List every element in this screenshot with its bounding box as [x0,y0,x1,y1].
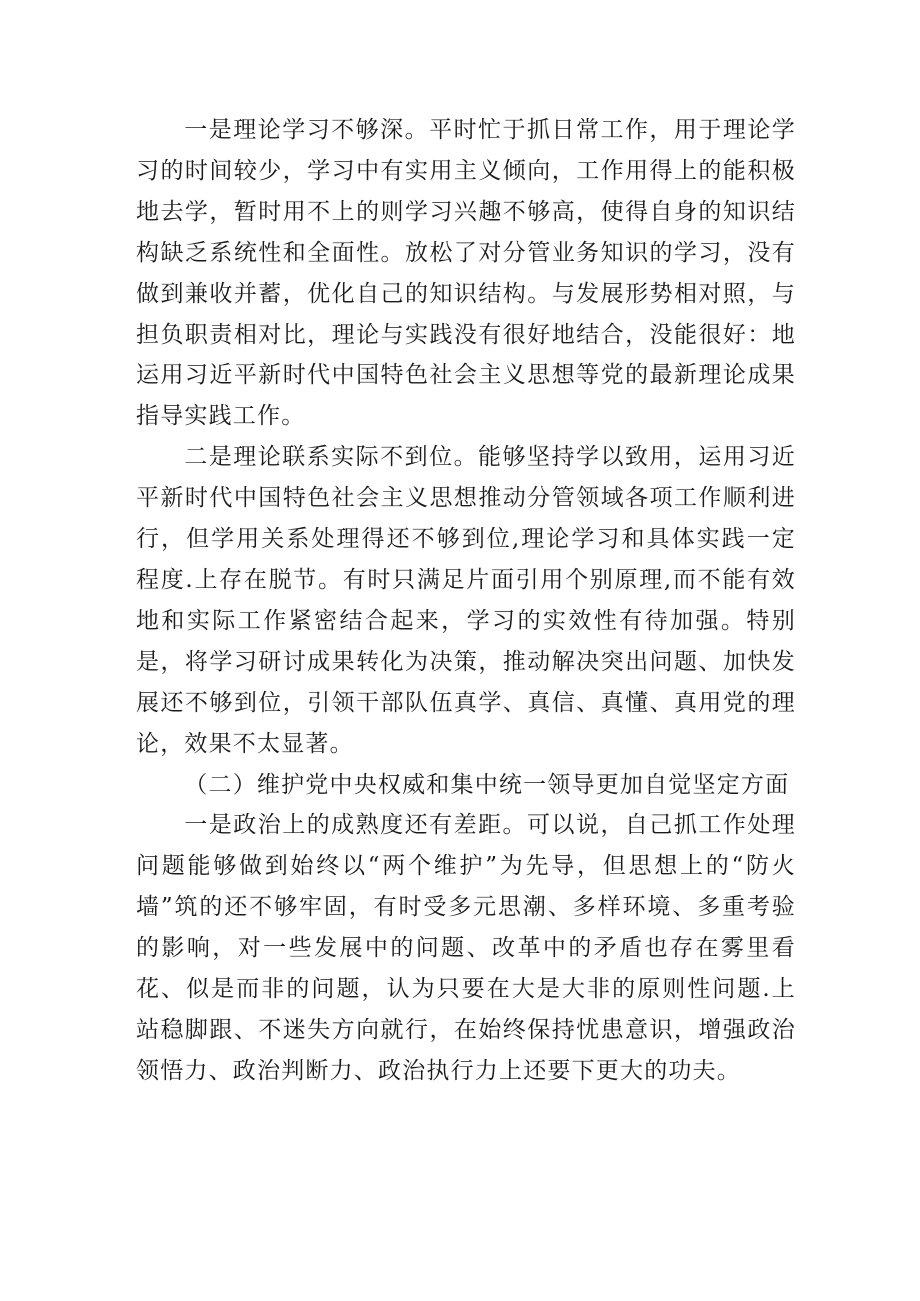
paragraph-theory-practice: 二是理论联系实际不到位。能够坚持学以致用，运用习近平新时代中国特色社会主义思想推动分管领域各项工作顺利进行，但学用关系处理得还不够到位,理论学习和具体实践一定程度.上存在脱节。有时只满足片面引用个别原理,而不能有效地和实际工作紧密结合起来，学习的实效性有待加强。特别是，将学习研讨成果转化为决策，推动解决突出问题、加快发展还不够到位，引领干部队伍真学、真信、真懂、真用党的理论，效果不太显著。 [136,444,796,757]
document-body [136,110,796,1092]
paragraph-political-maturity: 一是政治上的成熟度还有差距。可以说，自己抓工作处理问题能够做到始终以“两个维护”为先导，但思想上的“防火墙”筑的还不够牢固，有时受多元思潮、多样环境、多重考验的影响，对一些发展中的问题、改革中的矛盾也存在雾里看花、似是而非的问题，认为只要在大是大非的原则性问题.上站稳脚跟、不迷失方向就行，在始终保持忧患意识，增强政治领悟力、政治判断力、政治执行力上还要下更大的功夫。 [136,812,796,1084]
paragraph-theory-study: 一是理论学习不够深。平时忙于抓日常工作，用于理论学习的时间较少，学习中有实用主义倾向，工作用得上的能积极地去学，暂时用不上的则学习兴趣不够高，使得自身的知识结构缺乏系统性和全面性。放松了对分管业务知识的学习，没有做到兼收并蓄，优化自己的知识结构。与发展形势相对照，与担负职责相对比，理论与实践没有很好地结合，没能很好：地运用习近平新时代中国特色社会主义思想等党的最新理论成果指导实践工作。 [136,117,796,430]
section-heading: （二）维护党中央权威和集中统一领导更加自觉坚定方面 [184,771,790,798]
